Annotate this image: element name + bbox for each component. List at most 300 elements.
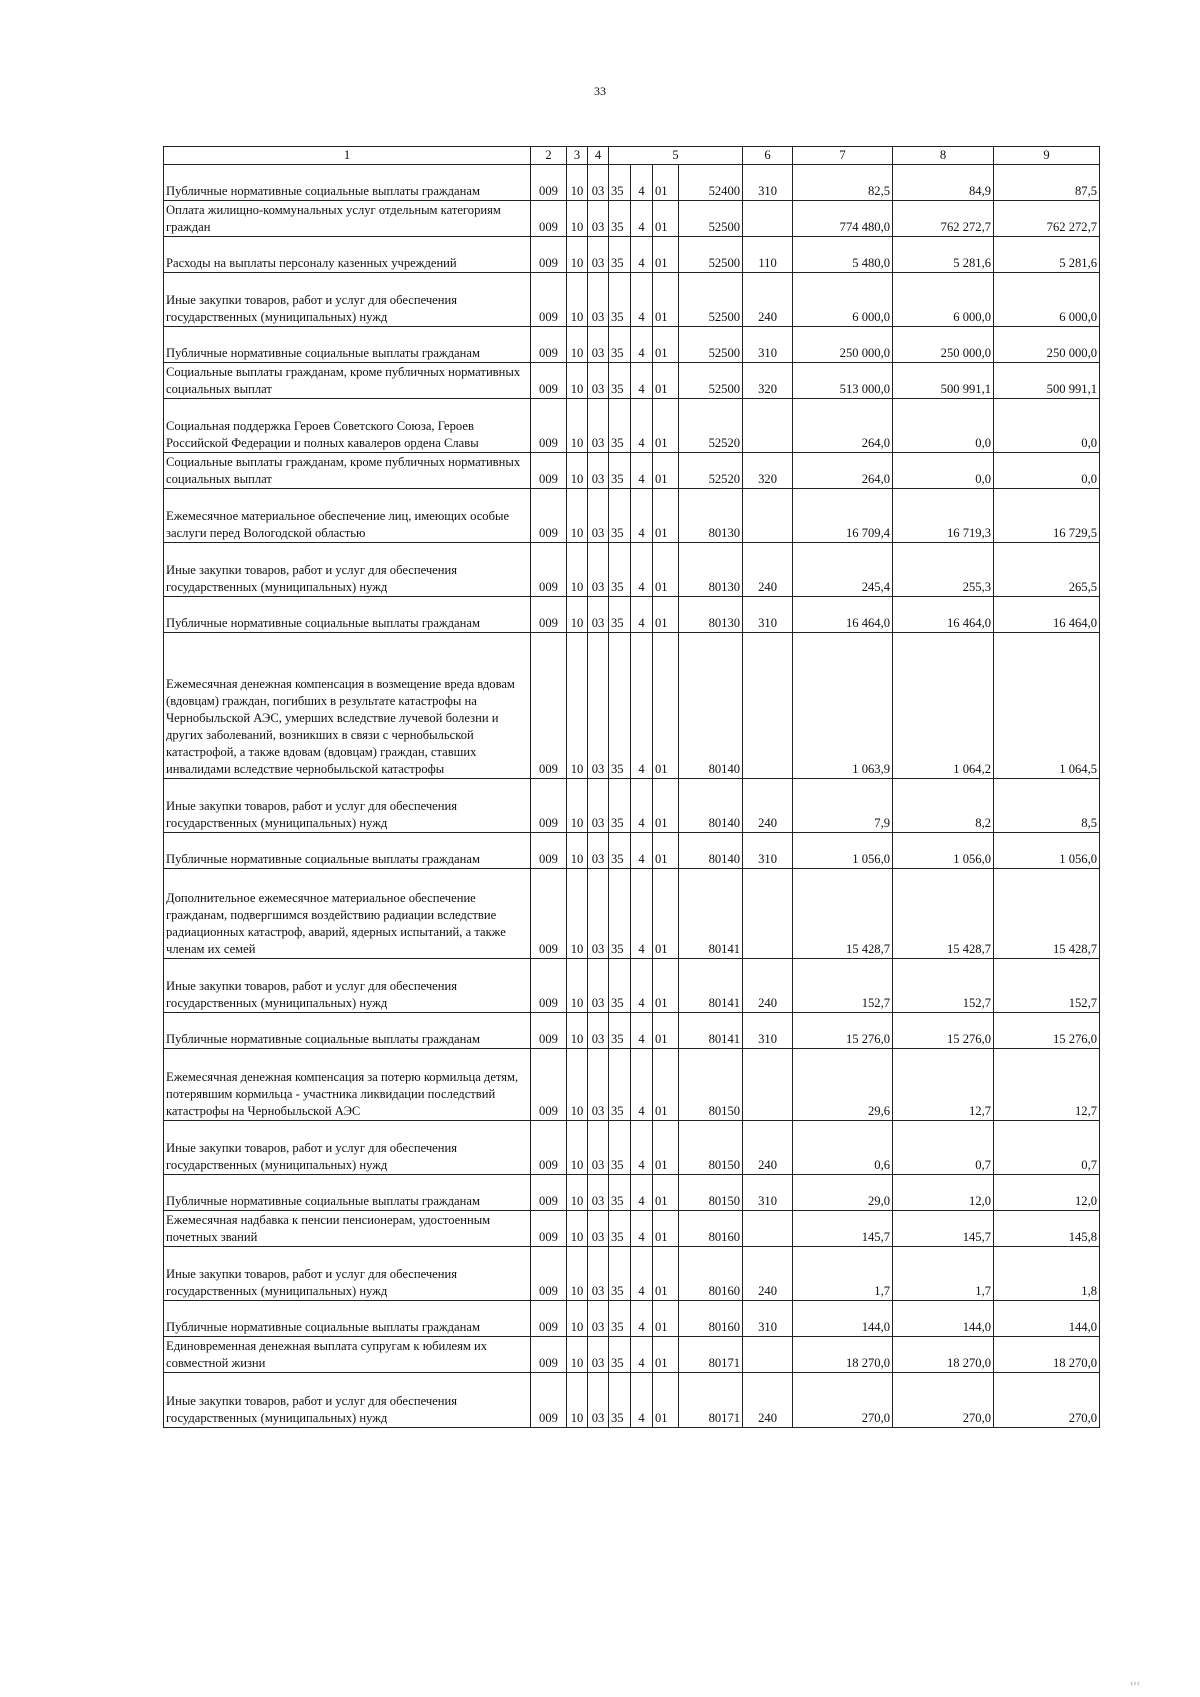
row-code-5d: 52500 [679,273,743,327]
table-row [164,1301,1100,1337]
row-value-9: 145,8 [994,1211,1100,1247]
row-value-7: 270,0 [793,1373,893,1428]
row-code-5b: 4 [631,399,653,453]
row-value-7: 1 056,0 [793,833,893,869]
row-code-6 [743,633,793,779]
row-value-8: 8,2 [893,779,994,833]
row-name: Социальная поддержка Героев Советского Союза, Героев Российской Федерации и полных кавалеров ордена Славы [164,399,531,453]
row-code-3: 10 [567,363,588,399]
row-name: Единовременная денежная выплата супругам к юбилеям их совместной жизни [164,1337,531,1373]
row-name: Иные закупки товаров, работ и услуг для обеспечения государственных (муниципальных) нужд [164,1247,531,1301]
row-value-7: 1,7 [793,1247,893,1301]
row-code-5c: 01 [653,633,679,779]
row-code-3: 10 [567,959,588,1013]
row-value-8: 1 056,0 [893,833,994,869]
row-code-3: 10 [567,1013,588,1049]
table-row [164,597,1100,633]
row-value-8: 0,7 [893,1121,994,1175]
table-row [164,399,1100,453]
row-code-5c: 01 [653,597,679,633]
row-name: Иные закупки товаров, работ и услуг для обеспечения государственных (муниципальных) нужд [164,1373,531,1428]
row-code-5d: 80140 [679,833,743,869]
row-value-8: 255,3 [893,543,994,597]
row-code-5b: 4 [631,1049,653,1121]
row-value-9: 18 270,0 [994,1337,1100,1373]
row-code-4: 03 [588,1211,609,1247]
row-value-8: 145,7 [893,1211,994,1247]
row-value-7: 15 428,7 [793,869,893,959]
row-code-2: 009 [531,453,567,489]
row-value-9: 1,8 [994,1247,1100,1301]
header-col-4: 4 [588,147,609,165]
row-code-4: 03 [588,543,609,597]
row-code-5a: 35 [609,1013,631,1049]
row-code-3: 10 [567,1337,588,1373]
row-value-8: 500 991,1 [893,363,994,399]
row-code-6: 240 [743,779,793,833]
table-row [164,1247,1100,1301]
row-code-5b: 4 [631,1301,653,1337]
row-code-4: 03 [588,869,609,959]
row-code-5d: 80141 [679,1013,743,1049]
row-value-9: 16 464,0 [994,597,1100,633]
row-code-6: 240 [743,1373,793,1428]
row-code-6: 310 [743,1175,793,1211]
row-code-2: 009 [531,363,567,399]
table-row [164,327,1100,363]
row-value-9: 15 428,7 [994,869,1100,959]
row-code-5a: 35 [609,273,631,327]
row-code-4: 03 [588,633,609,779]
row-code-5a: 35 [609,165,631,201]
row-value-8: 18 270,0 [893,1337,994,1373]
row-code-5c: 01 [653,327,679,363]
row-value-9: 270,0 [994,1373,1100,1428]
row-code-4: 03 [588,1013,609,1049]
row-code-5b: 4 [631,489,653,543]
row-value-9: 762 272,7 [994,201,1100,237]
row-code-5b: 4 [631,1247,653,1301]
row-code-2: 009 [531,1211,567,1247]
row-value-8: 6 000,0 [893,273,994,327]
row-code-5c: 01 [653,399,679,453]
row-value-7: 82,5 [793,165,893,201]
row-value-8: 16 464,0 [893,597,994,633]
row-code-4: 03 [588,1049,609,1121]
row-value-9: 152,7 [994,959,1100,1013]
row-name: Публичные нормативные социальные выплаты гражданам [164,1175,531,1211]
row-code-6: 110 [743,237,793,273]
row-code-2: 009 [531,833,567,869]
row-code-6 [743,1049,793,1121]
row-code-5d: 52400 [679,165,743,201]
row-value-8: 15 428,7 [893,869,994,959]
row-value-9: 12,0 [994,1175,1100,1211]
row-code-5a: 35 [609,543,631,597]
table-row [164,1013,1100,1049]
row-code-6: 240 [743,959,793,1013]
row-code-5d: 80140 [679,779,743,833]
row-code-5a: 35 [609,453,631,489]
table-row [164,869,1100,959]
row-code-5a: 35 [609,237,631,273]
row-code-2: 009 [531,633,567,779]
row-code-3: 10 [567,165,588,201]
row-name: Ежемесячная денежная компенсация за потерю кормильца детям, потерявшим кормильца - участника ликвидации последствий катастрофы на Чернобыльской АЭС [164,1049,531,1121]
header-row [164,147,1100,165]
row-code-5a: 35 [609,1373,631,1428]
row-code-5d: 52500 [679,363,743,399]
row-code-5d: 80130 [679,597,743,633]
row-code-5c: 01 [653,363,679,399]
row-code-5a: 35 [609,597,631,633]
row-code-4: 03 [588,1121,609,1175]
row-value-9: 15 276,0 [994,1013,1100,1049]
row-code-5c: 01 [653,453,679,489]
table-row [164,453,1100,489]
row-code-3: 10 [567,1247,588,1301]
row-code-3: 10 [567,453,588,489]
row-code-3: 10 [567,237,588,273]
row-value-8: 12,7 [893,1049,994,1121]
row-value-8: 5 281,6 [893,237,994,273]
table-row [164,201,1100,237]
row-code-6: 310 [743,1301,793,1337]
row-code-5a: 35 [609,869,631,959]
row-value-9: 0,0 [994,399,1100,453]
row-value-7: 1 063,9 [793,633,893,779]
row-code-5a: 35 [609,1247,631,1301]
row-code-5b: 4 [631,597,653,633]
row-value-8: 144,0 [893,1301,994,1337]
row-code-5a: 35 [609,779,631,833]
table-row [164,1175,1100,1211]
row-code-5c: 01 [653,1301,679,1337]
row-code-3: 10 [567,1121,588,1175]
row-value-7: 29,0 [793,1175,893,1211]
row-code-5b: 4 [631,453,653,489]
row-code-2: 009 [531,779,567,833]
row-name: Иные закупки товаров, работ и услуг для обеспечения государственных (муниципальных) нужд [164,779,531,833]
row-value-9: 0,0 [994,453,1100,489]
row-value-9: 265,5 [994,543,1100,597]
row-code-5b: 4 [631,165,653,201]
row-code-4: 03 [588,779,609,833]
row-code-5b: 4 [631,201,653,237]
row-code-6: 320 [743,363,793,399]
header-col-2: 2 [531,147,567,165]
row-value-7: 6 000,0 [793,273,893,327]
row-value-9: 8,5 [994,779,1100,833]
header-col-5: 5 [609,147,743,165]
row-code-6: 310 [743,327,793,363]
row-code-3: 10 [567,273,588,327]
row-code-5b: 4 [631,1337,653,1373]
row-name: Иные закупки товаров, работ и услуг для обеспечения государственных (муниципальных) нужд [164,1121,531,1175]
row-value-8: 0,0 [893,399,994,453]
row-code-5d: 52500 [679,327,743,363]
table-row [164,165,1100,201]
row-value-7: 264,0 [793,399,893,453]
row-code-5b: 4 [631,633,653,779]
row-code-2: 009 [531,273,567,327]
row-value-9: 250 000,0 [994,327,1100,363]
table-row [164,779,1100,833]
row-code-3: 10 [567,779,588,833]
row-name: Публичные нормативные социальные выплаты гражданам [164,327,531,363]
row-code-3: 10 [567,201,588,237]
row-value-8: 1,7 [893,1247,994,1301]
row-value-7: 145,7 [793,1211,893,1247]
row-code-2: 009 [531,959,567,1013]
row-code-5d: 80140 [679,633,743,779]
row-code-5a: 35 [609,959,631,1013]
row-code-6 [743,1337,793,1373]
row-value-7: 774 480,0 [793,201,893,237]
budget-table [163,146,1100,1428]
row-code-2: 009 [531,1175,567,1211]
row-value-7: 245,4 [793,543,893,597]
header-col-6: 6 [743,147,793,165]
row-code-2: 009 [531,1337,567,1373]
row-code-5a: 35 [609,489,631,543]
row-name: Публичные нормативные социальные выплаты гражданам [164,597,531,633]
row-value-8: 12,0 [893,1175,994,1211]
row-code-5a: 35 [609,201,631,237]
row-name: Дополнительное ежемесячное материальное обеспечение гражданам, подвергшимся воздействию радиации вследствие радиационных катастроф, аварий, ядерных испытаний, а также членам их семей [164,869,531,959]
row-code-5c: 01 [653,1373,679,1428]
row-code-5a: 35 [609,327,631,363]
row-code-4: 03 [588,201,609,237]
row-name: Публичные нормативные социальные выплаты гражданам [164,165,531,201]
row-value-7: 250 000,0 [793,327,893,363]
row-code-3: 10 [567,489,588,543]
row-code-4: 03 [588,237,609,273]
row-code-5c: 01 [653,833,679,869]
row-code-5a: 35 [609,399,631,453]
row-code-6: 310 [743,597,793,633]
row-code-5c: 01 [653,1211,679,1247]
row-name: Социальные выплаты гражданам, кроме публичных нормативных социальных выплат [164,363,531,399]
row-name: Публичные нормативные социальные выплаты гражданам [164,833,531,869]
row-value-9: 0,7 [994,1121,1100,1175]
header-col-8: 8 [893,147,994,165]
row-value-9: 500 991,1 [994,363,1100,399]
row-code-5c: 01 [653,1013,679,1049]
row-code-5b: 4 [631,1013,653,1049]
row-code-5d: 52520 [679,399,743,453]
row-code-6: 240 [743,273,793,327]
row-code-5b: 4 [631,1121,653,1175]
row-value-7: 264,0 [793,453,893,489]
row-value-9: 1 056,0 [994,833,1100,869]
table-row [164,1373,1100,1428]
row-value-7: 152,7 [793,959,893,1013]
row-code-5a: 35 [609,1301,631,1337]
scan-mark: ‹‹‹ [1130,1678,1140,1689]
row-value-8: 84,9 [893,165,994,201]
row-code-5a: 35 [609,633,631,779]
row-code-5b: 4 [631,779,653,833]
row-value-8: 0,0 [893,453,994,489]
row-code-5a: 35 [609,363,631,399]
row-code-6: 240 [743,543,793,597]
row-code-5d: 80150 [679,1121,743,1175]
table-row [164,363,1100,399]
row-code-5b: 4 [631,273,653,327]
row-code-4: 03 [588,1337,609,1373]
row-value-7: 15 276,0 [793,1013,893,1049]
row-code-6 [743,489,793,543]
row-code-5b: 4 [631,237,653,273]
row-code-5d: 80160 [679,1247,743,1301]
table-row [164,237,1100,273]
row-code-4: 03 [588,1247,609,1301]
row-value-9: 16 729,5 [994,489,1100,543]
row-name: Публичные нормативные социальные выплаты гражданам [164,1013,531,1049]
row-code-3: 10 [567,399,588,453]
row-code-4: 03 [588,453,609,489]
row-code-4: 03 [588,165,609,201]
table-row [164,1211,1100,1247]
row-code-5a: 35 [609,1049,631,1121]
page-number: 33 [594,84,606,98]
table-body [164,165,1100,1428]
row-value-8: 15 276,0 [893,1013,994,1049]
row-code-5c: 01 [653,1175,679,1211]
row-value-7: 513 000,0 [793,363,893,399]
row-code-4: 03 [588,1373,609,1428]
row-name: Иные закупки товаров, работ и услуг для обеспечения государственных (муниципальных) нужд [164,273,531,327]
row-code-3: 10 [567,869,588,959]
row-code-2: 009 [531,1121,567,1175]
table-row [164,633,1100,779]
row-value-7: 144,0 [793,1301,893,1337]
table-header [164,147,1100,165]
row-code-6: 310 [743,833,793,869]
row-code-5d: 80141 [679,959,743,1013]
row-code-3: 10 [567,1211,588,1247]
row-code-5d: 52500 [679,237,743,273]
row-code-2: 009 [531,1247,567,1301]
row-code-4: 03 [588,363,609,399]
row-value-7: 16 464,0 [793,597,893,633]
row-code-6: 320 [743,453,793,489]
row-code-5b: 4 [631,363,653,399]
header-col-7: 7 [793,147,893,165]
row-code-5c: 01 [653,959,679,1013]
row-code-5d: 52520 [679,453,743,489]
table-row [164,543,1100,597]
row-code-6 [743,201,793,237]
row-name: Ежемесячное материальное обеспечение лиц, имеющих особые заслуги перед Вологодской областью [164,489,531,543]
table-row [164,959,1100,1013]
row-value-8: 250 000,0 [893,327,994,363]
row-name: Социальные выплаты гражданам, кроме публичных нормативных социальных выплат [164,453,531,489]
row-value-8: 762 272,7 [893,201,994,237]
row-code-4: 03 [588,399,609,453]
row-value-9: 1 064,5 [994,633,1100,779]
row-code-2: 009 [531,1013,567,1049]
row-code-4: 03 [588,833,609,869]
row-code-2: 009 [531,869,567,959]
row-code-5c: 01 [653,237,679,273]
row-name: Публичные нормативные социальные выплаты гражданам [164,1301,531,1337]
row-value-8: 1 064,2 [893,633,994,779]
row-code-5a: 35 [609,1211,631,1247]
row-code-5d: 80171 [679,1337,743,1373]
row-value-9: 144,0 [994,1301,1100,1337]
row-code-3: 10 [567,1175,588,1211]
row-code-5d: 52500 [679,201,743,237]
row-code-5c: 01 [653,273,679,327]
row-value-7: 16 709,4 [793,489,893,543]
row-code-6 [743,1211,793,1247]
row-code-3: 10 [567,1373,588,1428]
row-code-3: 10 [567,1049,588,1121]
row-code-2: 009 [531,237,567,273]
row-code-3: 10 [567,633,588,779]
row-code-5d: 80160 [679,1211,743,1247]
row-code-5c: 01 [653,201,679,237]
row-code-4: 03 [588,1175,609,1211]
row-name: Расходы на выплаты персоналу казенных учреждений [164,237,531,273]
table-row [164,273,1100,327]
row-value-7: 29,6 [793,1049,893,1121]
header-col-3: 3 [567,147,588,165]
row-code-2: 009 [531,1049,567,1121]
row-value-8: 152,7 [893,959,994,1013]
row-code-2: 009 [531,201,567,237]
row-code-6: 240 [743,1247,793,1301]
table-row [164,1337,1100,1373]
row-value-7: 5 480,0 [793,237,893,273]
row-code-5c: 01 [653,1049,679,1121]
row-name: Иные закупки товаров, работ и услуг для обеспечения государственных (муниципальных) нужд [164,543,531,597]
row-code-6: 310 [743,1013,793,1049]
row-value-8: 270,0 [893,1373,994,1428]
row-code-5b: 4 [631,1211,653,1247]
row-code-4: 03 [588,1301,609,1337]
row-code-4: 03 [588,327,609,363]
row-code-6: 310 [743,165,793,201]
row-code-5d: 80130 [679,489,743,543]
header-col-9: 9 [994,147,1100,165]
row-value-9: 6 000,0 [994,273,1100,327]
row-code-2: 009 [531,489,567,543]
row-code-5b: 4 [631,543,653,597]
table-row [164,1049,1100,1121]
row-name: Оплата жилищно-коммунальных услуг отдельным категориям граждан [164,201,531,237]
row-value-9: 12,7 [994,1049,1100,1121]
row-code-3: 10 [567,833,588,869]
row-code-6 [743,399,793,453]
table-row [164,489,1100,543]
row-code-6: 240 [743,1121,793,1175]
row-code-5a: 35 [609,1337,631,1373]
row-value-9: 5 281,6 [994,237,1100,273]
table-row [164,1121,1100,1175]
row-code-5c: 01 [653,779,679,833]
row-code-3: 10 [567,327,588,363]
row-code-5b: 4 [631,959,653,1013]
row-code-5d: 80130 [679,543,743,597]
row-value-9: 87,5 [994,165,1100,201]
row-code-2: 009 [531,1301,567,1337]
row-code-4: 03 [588,597,609,633]
row-code-2: 009 [531,399,567,453]
row-code-5b: 4 [631,869,653,959]
